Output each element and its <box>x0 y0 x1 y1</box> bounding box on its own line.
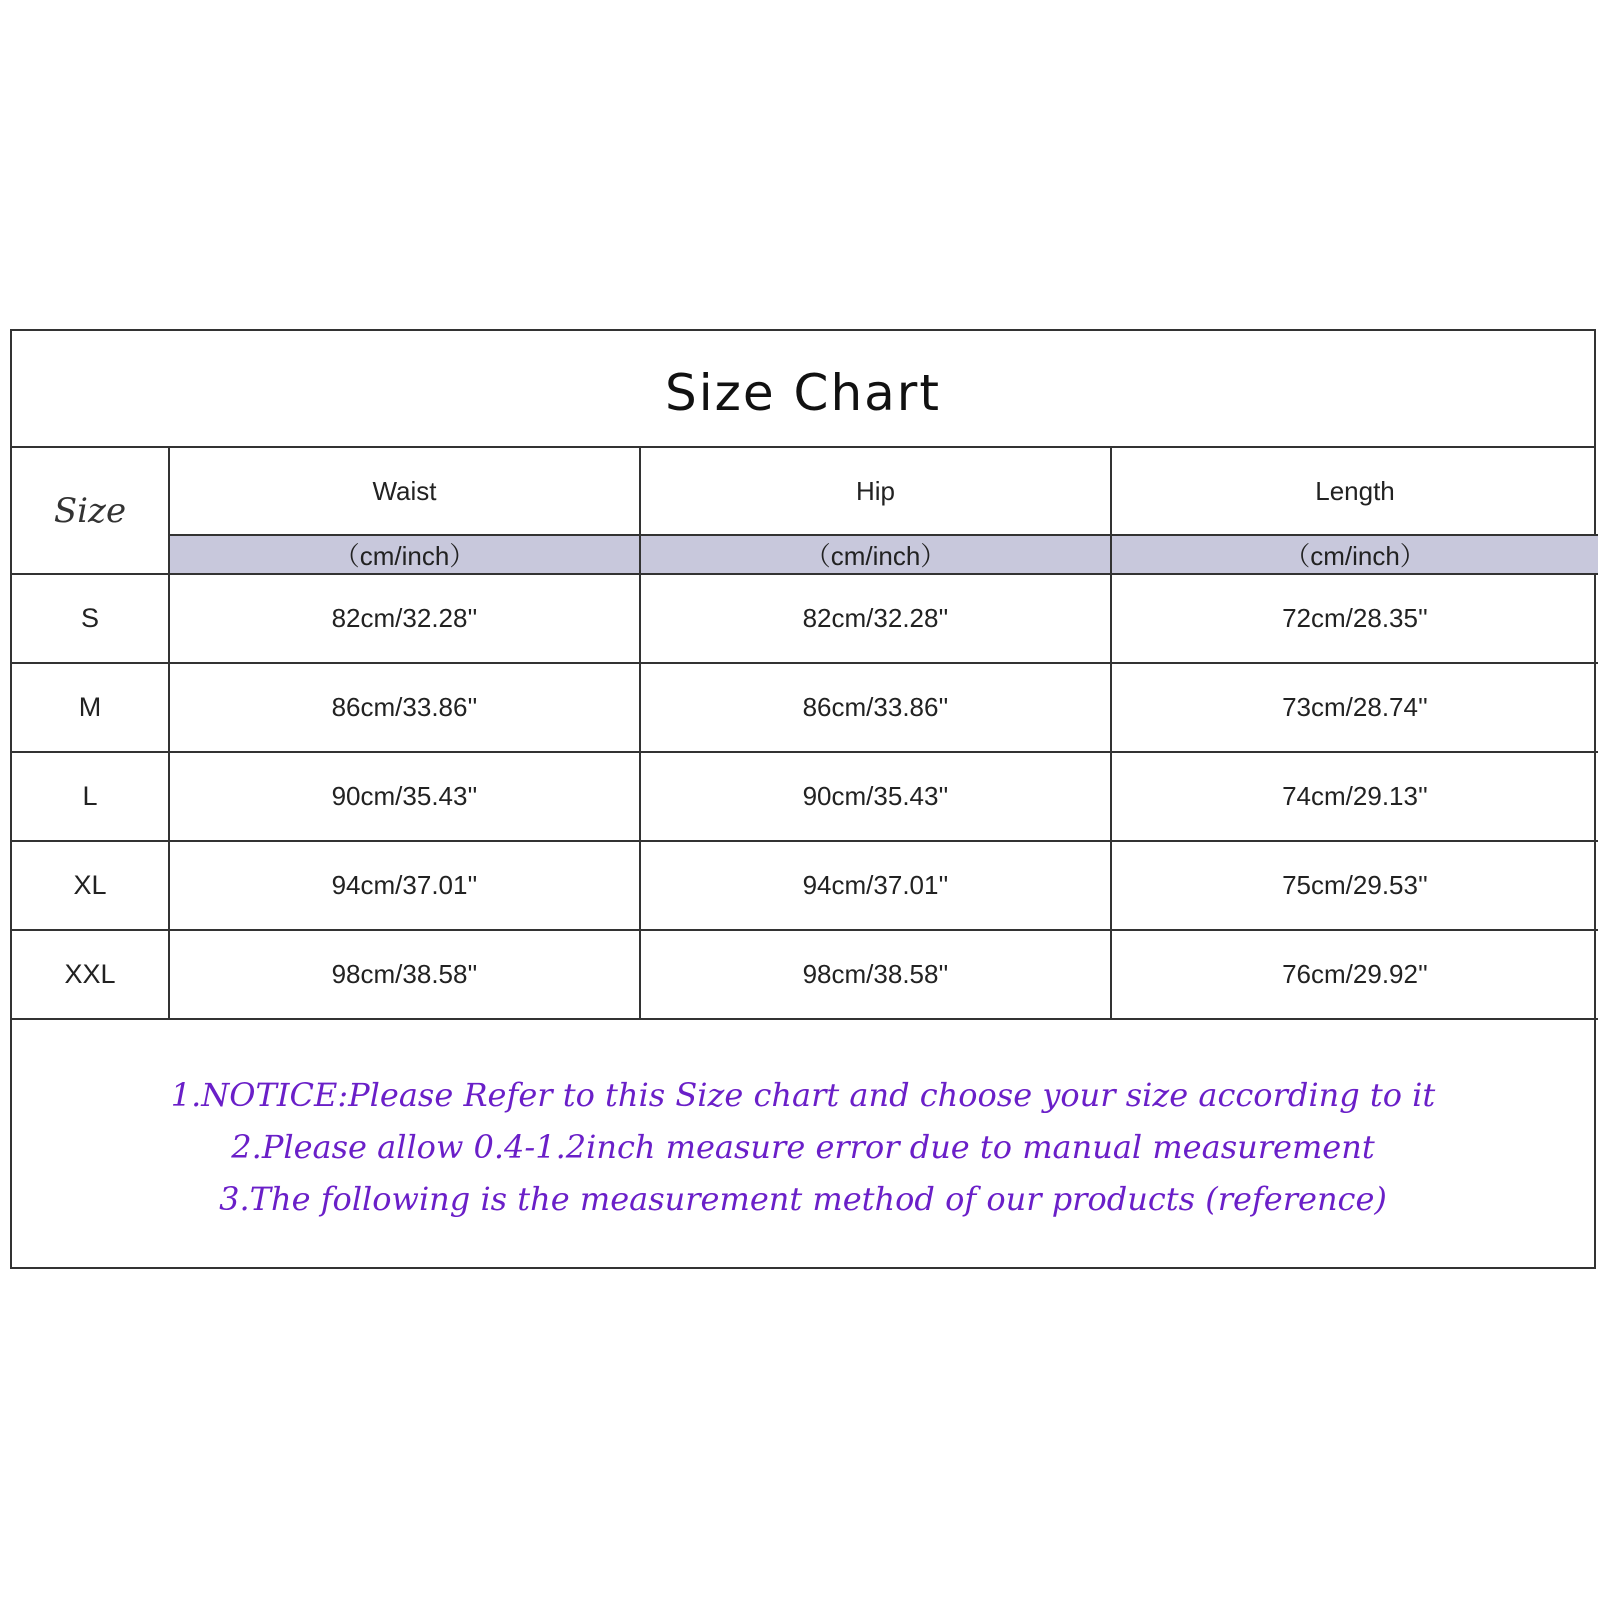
note-line: 1.NOTICE:Please Refer to this Size chart and choose your size according to it <box>170 1076 1436 1114</box>
length-column-header: Length <box>1111 448 1598 535</box>
note-line: 2.Please allow 0.4-1.2inch measure error due to manual measurement <box>231 1128 1375 1166</box>
unit-row <box>12 535 1598 574</box>
waist-cell: 98cm/38.58'' <box>169 930 640 1019</box>
size-column-header: Size <box>12 448 169 574</box>
chart-title: Size Chart <box>665 363 941 422</box>
table-row <box>12 663 1598 752</box>
header-row <box>12 448 1598 535</box>
size-cell: S <box>12 574 169 663</box>
hip-cell: 86cm/33.86'' <box>640 663 1111 752</box>
hip-cell: 82cm/32.28'' <box>640 574 1111 663</box>
table-row <box>12 930 1598 1019</box>
hip-cell: 94cm/37.01'' <box>640 841 1111 930</box>
hip-cell: 98cm/38.58'' <box>640 930 1111 1019</box>
length-unit-label: （cm/inch） <box>1111 535 1598 574</box>
title-row <box>12 331 1594 448</box>
size-table <box>12 448 1598 1020</box>
waist-cell: 86cm/33.86'' <box>169 663 640 752</box>
hip-cell: 90cm/35.43'' <box>640 752 1111 841</box>
hip-unit-label: （cm/inch） <box>640 535 1111 574</box>
waist-cell: 82cm/32.28'' <box>169 574 640 663</box>
length-cell: 74cm/29.13'' <box>1111 752 1598 841</box>
waist-unit-label: （cm/inch） <box>169 535 640 574</box>
waist-cell: 90cm/35.43'' <box>169 752 640 841</box>
table-row <box>12 752 1598 841</box>
size-cell: L <box>12 752 169 841</box>
note-line: 3.The following is the measurement method of our products (reference) <box>219 1180 1387 1218</box>
size-cell: XXL <box>12 930 169 1019</box>
waist-cell: 94cm/37.01'' <box>169 841 640 930</box>
length-cell: 76cm/29.92'' <box>1111 930 1598 1019</box>
size-cell: XL <box>12 841 169 930</box>
size-cell: M <box>12 663 169 752</box>
length-cell: 72cm/28.35'' <box>1111 574 1598 663</box>
hip-column-header: Hip <box>640 448 1111 535</box>
table-row <box>12 574 1598 663</box>
table-row <box>12 841 1598 930</box>
notes-section <box>12 1025 1594 1269</box>
waist-column-header: Waist <box>169 448 640 535</box>
length-cell: 73cm/28.74'' <box>1111 663 1598 752</box>
size-chart <box>10 329 1596 1269</box>
length-cell: 75cm/29.53'' <box>1111 841 1598 930</box>
